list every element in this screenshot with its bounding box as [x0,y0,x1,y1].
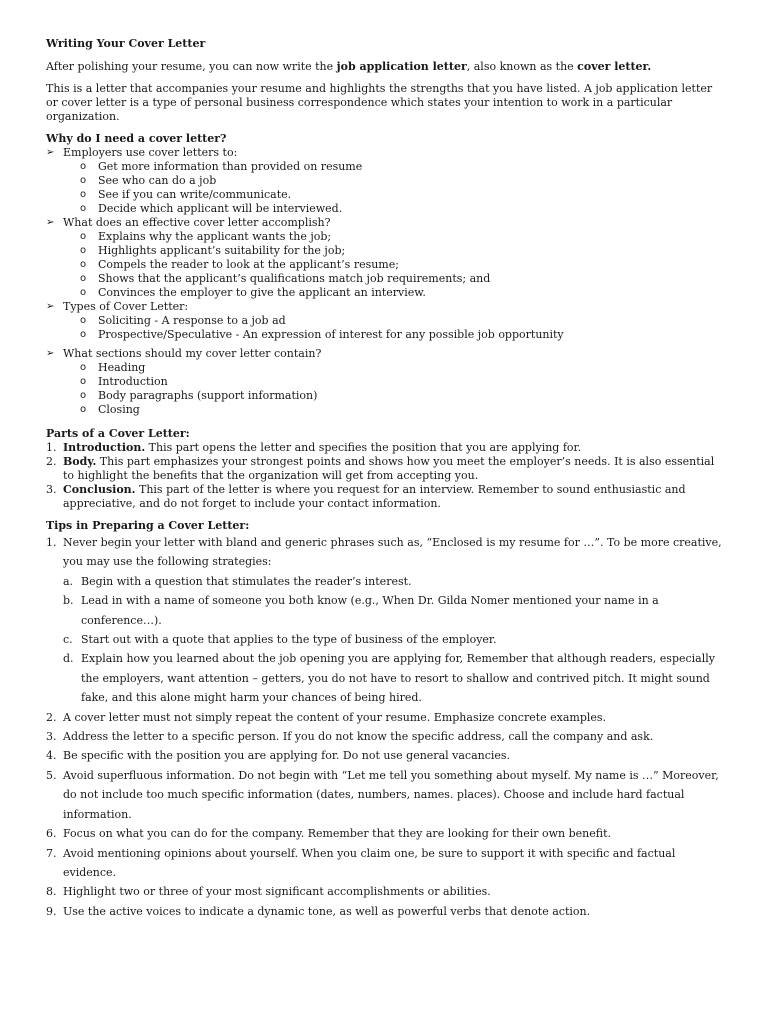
part-text: This part of the letter is where you request for an interview. Remember to sound enthusiastic and appreciative, and do not forget to include your contact information. [63,483,686,510]
part-term: Introduction. [63,441,146,454]
list-letter: d. [63,652,74,666]
list-item [46,882,722,901]
list-item [63,591,722,630]
why-sublist [63,230,722,300]
document-title: Writing Your Cover Letter [46,37,206,50]
why-group-label: What sections should my cover letter contain? [63,347,322,360]
intro-paragraph-2: This is a letter that accompanies your resume and highlights the strengths that you have listed. A job application letter or cover letter is a type of personal business correspondence which states your intention to work in a particular organization. [46,82,713,123]
list-number: 3. [46,483,57,496]
strategy-text: Begin with a question that stimulates the reader’s interest. [81,574,412,588]
list-number: 1. [46,536,57,549]
list-item [46,441,722,455]
list-item: o Heading [80,361,722,375]
list-number: 3. [46,730,57,744]
part-text: This part emphasizes your strongest points and shows how you meet the employer’s needs. It is also essential to highlight the benefits that the organization will get from accepting you. [63,455,715,482]
tip-text: A cover letter must not simply repeat the content of your resume. Emphasize concrete examples. [63,710,607,724]
list-letter: a. [63,574,74,588]
list-item: o Convinces the employer to give the applicant an interview. [80,286,722,300]
parts-heading: Parts of a Cover Letter: [46,427,190,440]
list-number: 1. [46,441,57,454]
why-sublist [63,314,722,342]
list-item [46,455,722,483]
tip-text: Avoid mentioning opinions about yourself. When you claim one, be sure to support it with specific and factual evidence. [63,846,676,879]
why-list [46,146,722,417]
tip-text: Highlight two or three of your most significant accomplishments or abilities. [63,885,491,899]
why-group [46,347,722,417]
intro-text-1: After polishing your resume, you can now write the [46,60,337,73]
why-group-label: Employers use cover letters to: [63,146,238,159]
tip-text: Avoid superfluous information. Do not begin with “Let me tell you something about myself. My name is …” Moreover, do not include too much specific information (dates, numbers, names. places). Choose and include hard factual information. [63,768,719,821]
list-item: o See if you can write/communicate. [80,188,722,202]
why-sublist [63,361,722,417]
intro-bold-job-application-letter: job application letter [336,60,467,73]
list-letter: b. [63,594,74,608]
list-number: 2. [46,455,57,468]
intro-bold-cover-letter: cover letter. [577,60,652,73]
list-item [46,746,722,765]
list-item: o Highlights applicant’s suitability for the job; [80,244,722,258]
list-item [46,824,722,843]
list-item [63,572,722,591]
list-letter: c. [63,633,73,647]
part-text: This part opens the letter and specifies the position that you are applying for. [145,441,582,454]
parts-list [46,441,722,511]
why-sublist [63,160,722,216]
tips-heading: Tips in Preparing a Cover Letter: [46,519,250,532]
list-item: o Get more information than provided on resume [80,160,722,174]
list-item [46,902,722,921]
intro-paragraph [46,60,722,74]
list-item: o Body paragraphs (support information) [80,389,722,403]
part-term: Body. [63,455,97,468]
tip-text: Be specific with the position you are applying for. Do not use general vacancies. [63,749,511,763]
list-item: o Prospective/Speculative - An expression of interest for any possible job opportunity [80,328,722,342]
tip-text: Focus on what you can do for the company. Remember that they are looking for their own benefit. [63,827,612,841]
tip-text: Address the letter to a specific person. If you do not know the specific address, call the company and ask. [63,730,654,744]
list-item: o See who can do a job [80,174,722,188]
why-group-label: What does an effective cover letter accomplish? [63,216,331,229]
list-item [46,708,722,727]
list-item: o Explains why the applicant wants the job; [80,230,722,244]
list-item [63,649,722,707]
strategy-text: Explain how you learned about the job opening you are applying for, Remember that although readers, especially the employers, want attention – getters, you do not have to resort to shallow and contrived pitch. It might sound fake, and this alone might harm your chances of being hired. [81,652,715,705]
list-number: 7. [46,846,57,860]
list-number: 4. [46,749,57,763]
why-group [46,216,722,300]
part-term: Conclusion. [63,483,136,496]
list-number: 2. [46,710,57,724]
intro-text-2: , also known as the [466,60,578,73]
list-item [46,483,722,511]
list-item [46,766,722,824]
list-item: o Closing [80,403,722,417]
why-heading: Why do I need a cover letter? [46,132,227,145]
why-group [46,146,722,216]
list-number: 8. [46,885,57,899]
list-number: 6. [46,827,57,841]
list-item [46,844,722,883]
list-number: 9. [46,904,57,918]
list-item: o Decide which applicant will be interviewed. [80,202,722,216]
list-item [46,727,722,746]
strategy-list [63,572,722,708]
tip-text: Never begin your letter with bland and generic phrases such as, “Enclosed is my resume for …”. To be more creative, you may use the following strategies: [63,536,722,569]
list-item: o Introduction [80,375,722,389]
list-item: o Compels the reader to look at the applicant’s resume; [80,258,722,272]
strategy-text: Lead in with a name of someone you both know (e.g., When Dr. Gilda Nomer mentioned your name in a conference…). [81,594,659,627]
why-group [46,300,722,342]
why-group-label: Types of Cover Letter: [63,300,189,313]
tip-text: Use the active voices to indicate a dynamic tone, as well as powerful verbs that denote action. [63,904,591,918]
list-number: 5. [46,768,57,782]
list-item: o Shows that the applicant’s qualifications match job requirements; and [80,272,722,286]
list-item: o Soliciting - A response to a job ad [80,314,722,328]
tips-list [46,533,722,921]
list-item [46,533,722,708]
strategy-text: Start out with a quote that applies to the type of business of the employer. [81,633,497,647]
list-item [63,630,722,649]
